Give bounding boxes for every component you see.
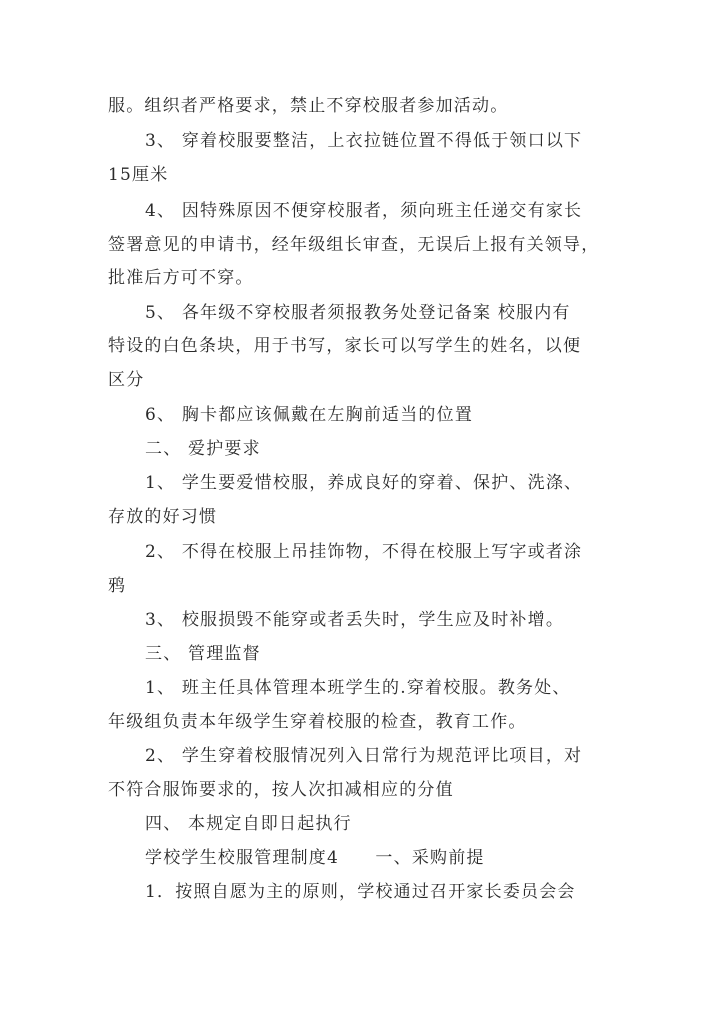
section-heading: 四、 本规定自即日起执行 xyxy=(145,814,352,834)
text-line: 1、 班主任具体管理本班学生的.穿着校服。教务处、 xyxy=(145,678,571,698)
section-heading: 三、 管理监督 xyxy=(145,644,261,664)
text-line: 6、 胸卡都应该佩戴在左胸前适当的位置 xyxy=(145,405,474,425)
text-line: 存放的好习惯 xyxy=(108,507,218,527)
text-line: 15厘米 xyxy=(108,165,169,185)
text-line: 批准后方可不穿。 xyxy=(108,268,254,288)
text-line: 5、 各年级不穿校服者须报教务处登记备案 校服内有 xyxy=(145,303,571,323)
text-line: 1、 学生要爱惜校服，养成良好的穿着、保护、洗涤、 xyxy=(145,473,583,493)
text-line: 不符合服饰要求的，按人次扣减相应的分值 xyxy=(108,780,454,800)
text-line: 年级组负责本年级学生穿着校服的检查，教育工作。 xyxy=(108,712,527,732)
text-line: 4、 因特殊原因不便穿校服者，须向班主任递交有家长 xyxy=(145,201,583,221)
text-line: 签署意见的申请书，经年级组长审查，无误后上报有关领导， xyxy=(108,235,600,255)
text-line: 服。组织者严格要求，禁止不穿校服者参加活动。 xyxy=(108,96,509,116)
section-heading: 二、 爱护要求 xyxy=(145,439,261,459)
text-line: 1．按照自愿为主的原则，学校通过召开家长委员会会 xyxy=(145,882,576,902)
text-line: 特设的白色条块，用于书写，家长可以写学生的姓名，以便 xyxy=(108,336,582,356)
text-line: 2、 学生穿着校服情况列入日常行为规范评比项目，对 xyxy=(145,746,583,766)
text-line: 鸦 xyxy=(108,576,127,596)
text-line: 3、 校服损毁不能穿或者丢失时，学生应及时补增。 xyxy=(145,610,565,630)
text-line: 区分 xyxy=(108,370,145,390)
text-line: 2、 不得在校服上吊挂饰物，不得在校服上写字或者涂 xyxy=(145,542,583,562)
document-title: 学校学生校服管理制度4 一、采购前提 xyxy=(145,848,485,868)
text-line: 3、 穿着校服要整洁，上衣拉链位置不得低于领口以下 xyxy=(145,131,583,151)
